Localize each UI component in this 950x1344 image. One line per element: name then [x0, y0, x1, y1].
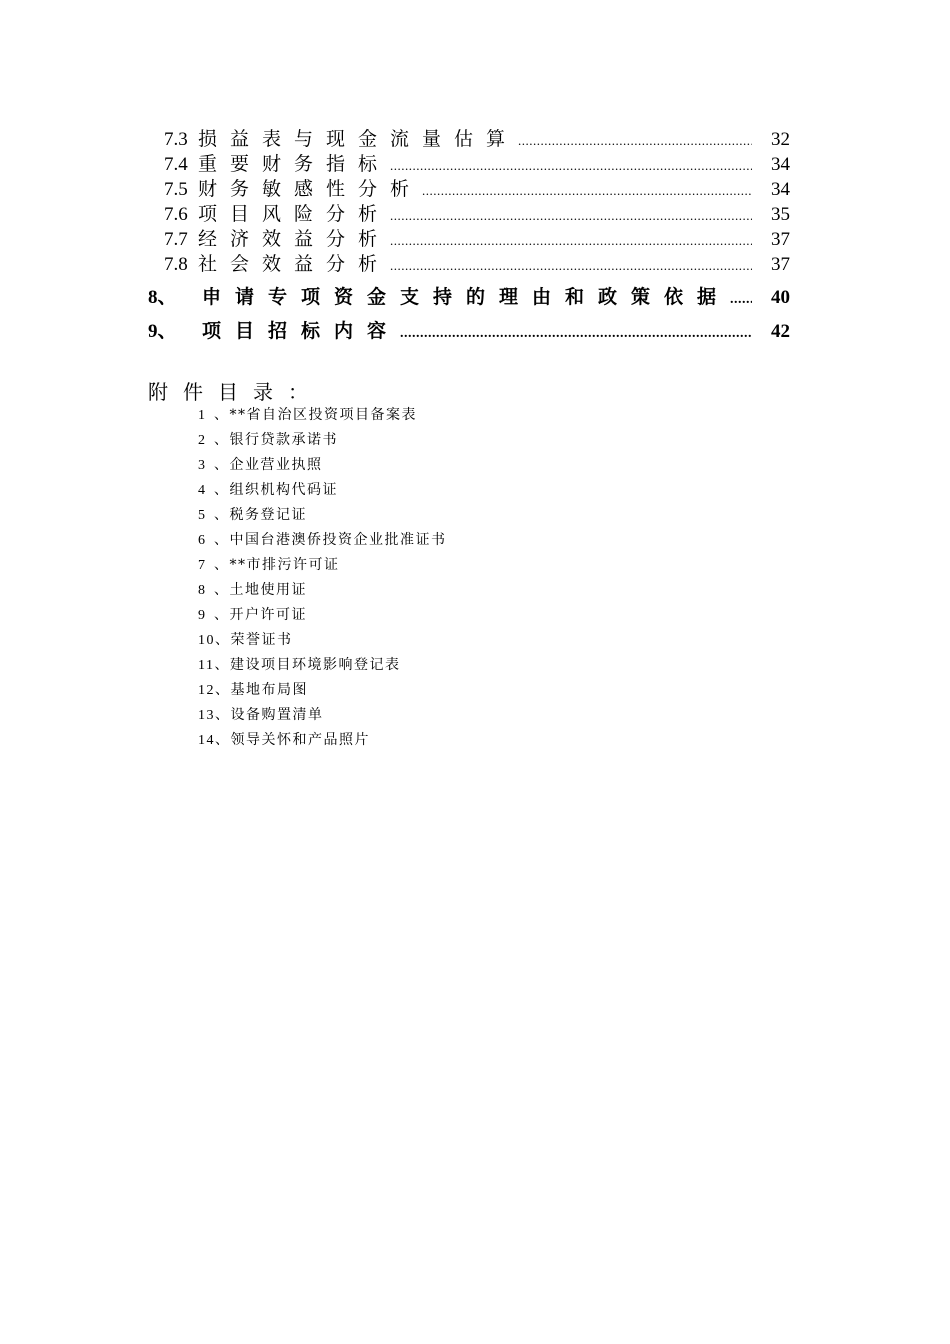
toc-entry-7-8[interactable]	[164, 249, 790, 274]
toc-entry-number: 7.3	[164, 129, 188, 150]
toc-dot-leader	[730, 292, 752, 308]
attachment-text: **市排污许可证	[229, 557, 340, 573]
attachment-item	[198, 703, 446, 728]
toc-dot-leader	[400, 326, 752, 342]
attachment-item	[198, 553, 446, 578]
attachment-item	[198, 503, 446, 528]
attachment-text: 税务登记证	[229, 507, 307, 523]
toc-entry-title: 申请专项资金支持的理由和政策依据	[202, 286, 731, 308]
toc-entry-page: 42	[771, 321, 790, 342]
toc-entry-number: 7.5	[164, 179, 188, 200]
toc-entry-title: 项目招标内容	[202, 320, 401, 342]
attachments-heading: 附件目录：	[148, 380, 323, 404]
attachment-item	[198, 678, 446, 703]
toc-dot-leader	[390, 233, 752, 249]
attachment-index: 2	[198, 433, 207, 448]
attachment-index: 7	[198, 558, 207, 573]
toc-entry-number: 7.6	[164, 204, 188, 225]
toc-entry-7-6[interactable]	[164, 199, 790, 224]
attachment-item	[198, 478, 446, 503]
attachment-index: 1	[198, 408, 207, 423]
attachment-separator: 、	[213, 532, 230, 548]
attachment-item	[198, 653, 446, 678]
toc-entry-title: 经济效益分析	[198, 228, 391, 250]
toc-dot-leader	[390, 208, 752, 224]
toc-entry-7-3[interactable]	[164, 124, 790, 149]
attachment-separator: 、	[213, 407, 230, 423]
toc-entry-title: 财务敏感性分析	[198, 178, 423, 200]
attachment-text: 基地布局图	[230, 682, 308, 698]
attachment-item	[198, 728, 446, 753]
attachment-item	[198, 603, 446, 628]
toc-entry-page: 35	[771, 204, 790, 225]
toc-dot-leader	[518, 133, 752, 149]
attachment-text: 土地使用证	[229, 582, 307, 598]
attachment-item	[198, 528, 446, 553]
attachment-separator: 、	[213, 582, 230, 598]
attachment-separator: 、	[213, 482, 230, 498]
attachment-text: 开户许可证	[229, 607, 307, 623]
attachment-separator: 、	[215, 632, 231, 648]
toc-entry-page: 37	[771, 229, 790, 250]
attachment-index: 12	[198, 683, 215, 698]
attachment-separator: 、	[214, 657, 230, 673]
attachment-text: 建设项目环境影响登记表	[229, 657, 401, 673]
toc-entry-8[interactable]	[148, 282, 790, 312]
toc-entry-page: 40	[771, 287, 790, 308]
toc-dot-leader	[390, 258, 752, 274]
attachment-index: 5	[198, 508, 207, 523]
toc-entry-title: 社会效益分析	[198, 253, 391, 275]
attachment-text: 荣誉证书	[230, 632, 293, 648]
attachment-separator: 、	[213, 607, 230, 623]
attachment-item	[198, 403, 446, 428]
toc-entry-7-4[interactable]	[164, 149, 790, 174]
attachment-item	[198, 428, 446, 453]
attachment-text: 企业营业执照	[229, 457, 323, 473]
attachment-separator: 、	[213, 457, 230, 473]
attachment-text: 银行贷款承诺书	[229, 432, 338, 448]
attachment-index: 13	[198, 708, 215, 723]
attachment-text: **省自治区投资项目备案表	[229, 407, 417, 423]
toc-entry-page: 37	[771, 254, 790, 275]
toc-entry-7-7[interactable]	[164, 224, 790, 249]
attachment-index: 4	[198, 483, 207, 498]
toc-entry-page: 32	[771, 129, 790, 150]
attachment-index: 9	[198, 608, 207, 623]
attachment-text: 组织机构代码证	[229, 482, 338, 498]
toc-entry-9[interactable]	[148, 316, 790, 346]
attachment-item	[198, 453, 446, 478]
toc-entry-number: 8、	[148, 287, 177, 308]
attachment-item	[198, 578, 446, 603]
attachment-separator: 、	[215, 682, 231, 698]
toc-entry-number: 7.8	[164, 254, 188, 275]
attachment-text: 领导关怀和产品照片	[230, 732, 370, 748]
attachment-text: 中国台港澳侨投资企业批准证书	[229, 532, 447, 548]
toc-entry-title: 损益表与现金流量估算	[198, 128, 519, 150]
toc-entry-number: 7.7	[164, 229, 188, 250]
toc-entry-page: 34	[771, 179, 790, 200]
toc-entry-title: 项目风险分析	[198, 203, 391, 225]
attachment-index: 6	[198, 533, 207, 548]
attachment-separator: 、	[215, 707, 231, 723]
toc-entry-title: 重要财务指标	[198, 153, 391, 175]
attachment-item	[198, 628, 446, 653]
toc-entry-7-5[interactable]	[164, 174, 790, 199]
attachment-separator: 、	[215, 732, 231, 748]
toc-entry-number: 7.4	[164, 154, 188, 175]
toc-dot-leader	[390, 158, 752, 174]
toc-dot-leader	[422, 183, 752, 199]
attachment-index: 11	[198, 658, 215, 673]
attachments-list	[198, 403, 446, 753]
attachment-index: 3	[198, 458, 207, 473]
attachment-separator: 、	[213, 557, 230, 573]
attachment-separator: 、	[213, 507, 230, 523]
toc-entry-number: 9、	[148, 321, 177, 342]
attachment-separator: 、	[213, 432, 230, 448]
attachment-index: 14	[198, 733, 215, 748]
attachment-text: 设备购置清单	[230, 707, 324, 723]
attachment-index: 8	[198, 583, 207, 598]
attachment-index: 10	[198, 633, 215, 648]
toc-entry-page: 34	[771, 154, 790, 175]
